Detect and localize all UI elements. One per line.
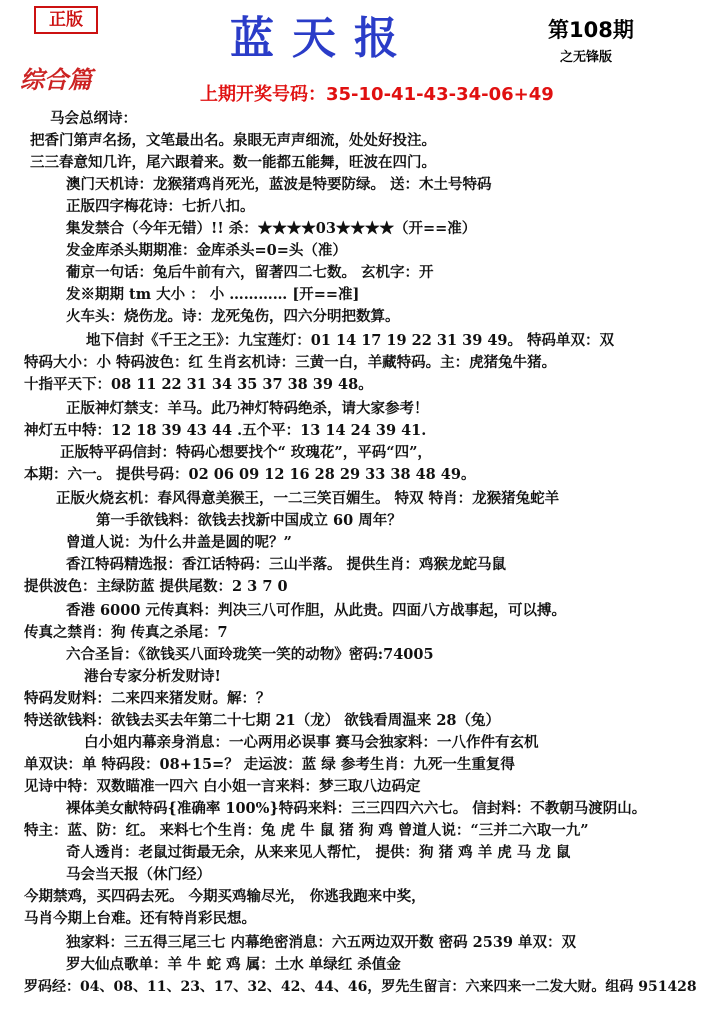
text-line: 特码大小：小 特码波色：红 生肖玄机诗：三黄一白，羊藏特码。主：虎猪兔牛猪。 bbox=[24, 354, 557, 371]
text-line: 传真之禁肖：狗 传真之杀尾：7 bbox=[24, 624, 228, 641]
text-line: 特码发财料：二来四来猪发财。解：？ bbox=[24, 690, 271, 707]
text-line: 独家料：三五得三尾三七 内幕绝密消息：六五两边双开数 密码 2539 单双：双 bbox=[66, 934, 577, 951]
text-line: 火车头：烧伤龙。诗：龙死兔伤，四六分明把数算。 bbox=[66, 308, 400, 325]
issue-number: 第108期 bbox=[548, 18, 634, 42]
text-line: 香港 6000 元传真料：判决三八可作胆，从此贵。四面八方战事起，可以搏。 bbox=[66, 602, 566, 619]
text-line: 发※期期 tm 大小 ： 小 ………… [开==准] bbox=[66, 286, 360, 303]
text-line: 马肖今期上台难。还有特肖彩民想。 bbox=[24, 910, 256, 927]
text-line: 马会当天报（休门经） bbox=[66, 866, 211, 883]
text-line: 十指平天下：08 11 22 31 34 35 37 38 39 48。 bbox=[24, 376, 373, 393]
text-line: 白小姐内幕亲身消息：一心两用必误事 赛马会独家料：一八作件有玄机 bbox=[84, 734, 539, 751]
text-line: 罗码经：04、08、11、23、17、32、42、44、46，罗先生留言：六来四来一二发大财。组码 951428 bbox=[24, 979, 697, 995]
text-line: 正版四字梅花诗：七折八扣。 bbox=[66, 198, 255, 215]
text-line: 三三春意知几许，尾六跟着来。数一能都五能舞，旺波在四门。 bbox=[30, 154, 436, 171]
text-line: 单双诀：单 特码段：08+15=？ 走运波：蓝 绿 参考生肖：九死一生重复得 bbox=[24, 756, 515, 773]
text-line: 香江特码精选报：香江话特码：三山半落。 提供生肖：鸡猴龙蛇马鼠 bbox=[66, 556, 507, 573]
text-line: 罗大仙点歌单：羊 牛 蛇 鸡 属：土水 单绿红 杀值金 bbox=[66, 956, 401, 973]
text-line: 正版特平码信封：特码心想要找个“ 玫瑰花”，平码“四”， bbox=[60, 444, 432, 461]
text-line: 曾道人说：为什么井盖是圆的呢？” bbox=[66, 534, 292, 551]
text-line: 发金库杀头期期准：金库杀头=0=头（准） bbox=[66, 242, 347, 259]
text-line: 集发禁合（今年无错）!! 杀：★★★★03★★★★（开==准） bbox=[66, 220, 477, 237]
edition-label: 之无锋版 bbox=[560, 50, 613, 65]
text-line: 特送欲钱料：欲钱去买去年第二十七期 21（龙） 欲钱看周温来 28（兔） bbox=[24, 712, 500, 729]
text-line: 马会总纲诗： bbox=[50, 110, 137, 127]
genuine-badge: 正版 bbox=[34, 6, 98, 34]
text-line: 奇人透肖：老鼠过街最无余，从来来见人帮忙， 提供：狗 猪 鸡 羊 虎 马 龙 鼠 bbox=[66, 844, 571, 861]
section-title: 综合篇 bbox=[20, 66, 92, 94]
page-title: 蓝天报 bbox=[230, 13, 416, 64]
text-line: 提供波色：主绿防蓝 提供尾数：2 3 7 0 bbox=[24, 578, 288, 595]
text-line: 特主：蓝、防：红。 来料七个生肖：兔 虎 牛 鼠 猪 狗 鸡 曾道人说：“三并二六取一九” bbox=[24, 822, 589, 839]
text-line: 正版神灯禁支：羊马。此乃神灯特码绝杀，请大家参考！ bbox=[66, 400, 429, 417]
last-draw-numbers: 上期开奖号码：35-10-41-43-34-06+49 bbox=[200, 84, 554, 105]
text-line: 神灯五中特：12 18 39 43 44 .五个平：13 14 24 39 41. bbox=[24, 422, 427, 439]
text-line: 葡京一句话：兔后牛前有六，留著四二七数。 玄机字：开 bbox=[66, 264, 434, 281]
text-line: 今期禁鸡，买四码去死。 今期买鸡输尽光， 你逃我跑来中奖， bbox=[24, 888, 426, 905]
text-line: 地下信封《千王之王》：九宝莲灯：01 14 17 19 22 31 39 49。 特码单双：双 bbox=[86, 332, 615, 349]
text-line: 六合圣旨：《欲钱买八面玲珑笑一笑的动物》密码:74005 bbox=[66, 646, 434, 663]
text-line: 澳门天机诗：龙猴猪鸡肖死光，蓝波是特要防绿。 送：木土号特码 bbox=[66, 176, 492, 193]
text-line: 本期：六一。 提供号码：02 06 09 12 16 28 29 33 38 48 49。 bbox=[24, 466, 476, 483]
text-line: 裸体美女献特码{准确率 100%}特码来料：三三四四六六七。 信封料：不教朝马渡阴山。 bbox=[66, 800, 647, 817]
text-line: 正版火烧玄机：春风得意美猴王，一二三笑百媚生。 特双 特肖：龙猴猪兔蛇羊 bbox=[56, 490, 560, 507]
text-line: 第一手欲钱料：欲钱去找新中国成立 60 周年？ bbox=[96, 512, 402, 529]
text-line: 港台专家分析发财诗! bbox=[84, 668, 221, 685]
text-line: 把香门第声名扬，文笔最出名。泉眼无声声细流，处处好投注。 bbox=[30, 132, 436, 149]
text-line: 见诗中特：双数瞄准一四六 白小姐一言来料：梦三取八边码定 bbox=[24, 778, 421, 795]
